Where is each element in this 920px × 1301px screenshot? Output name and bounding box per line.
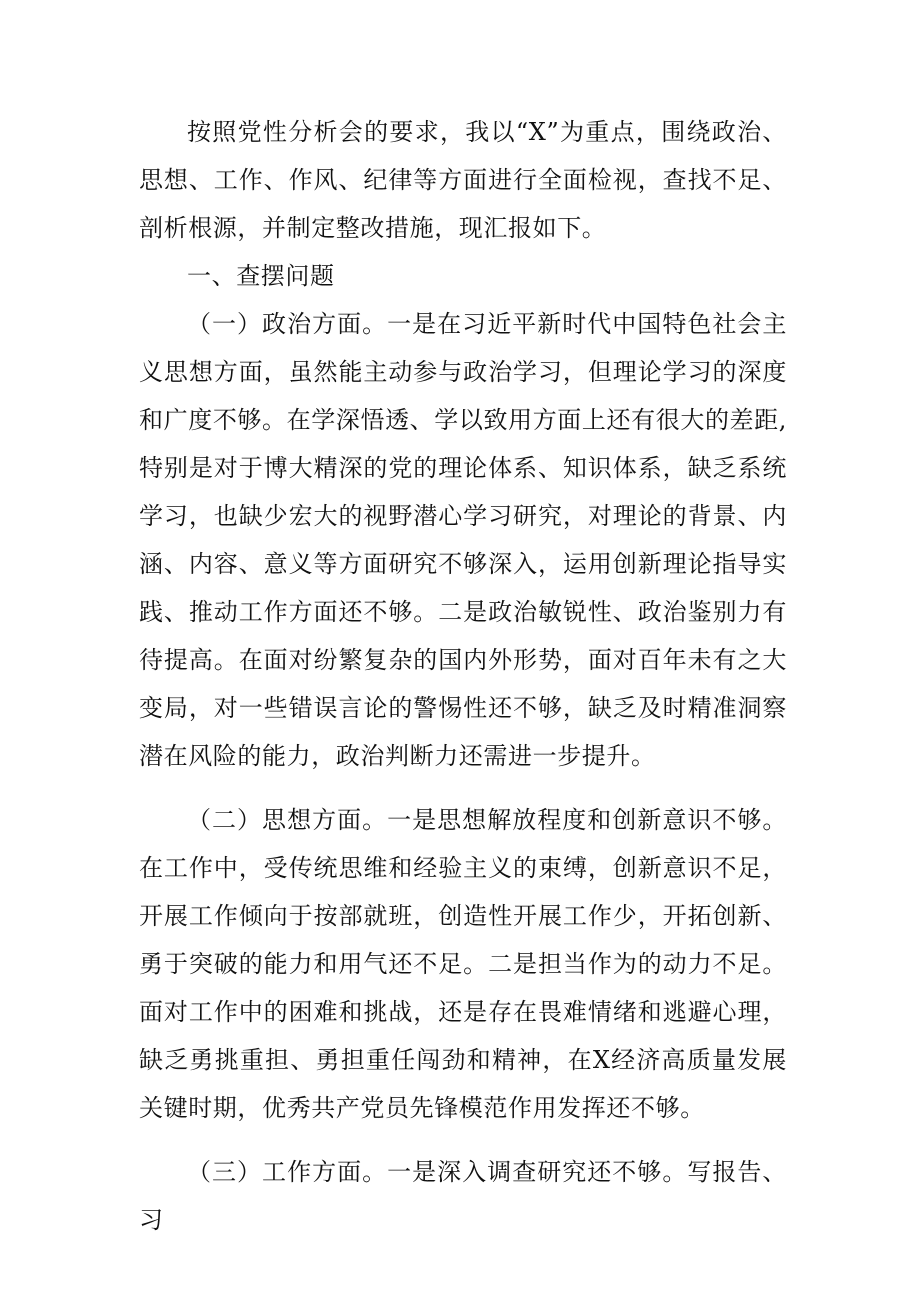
work-paragraph: （三）工作方面。一是深入调查研究还不够。写报告、习 (139, 1158, 787, 1234)
political-paragraph: （一）政治方面。一是在习近平新时代中国特色社会主义思想方面，虽然能主动参与政治学习，但理论学习的深度和广度不够。在学深悟透、学以致用方面上还有很大的差距,特别是对于博大精深的党的理论体系、知识体系，缺乏系统学习，也缺少宏大的视野潜心学习研究，对理论的背景、内涵、内容、意义等方面研究不够深入，运用创新理论指导实践、推动工作方面还不够。二是政治敏锐性、政治鉴别力有待提高。在面对纷繁复杂的国内外形势，面对百年未有之大变局，对一些错误言论的警惕性还不够，缺乏及时精准洞察潜在风险的能力，政治判断力还需进一步提升。 (139, 310, 787, 770)
section-heading: 一、查摆问题 (187, 262, 335, 290)
document-body (139, 108, 787, 1244)
ideological-paragraph: （二）思想方面。一是思想解放程度和创新意识不够。在工作中，受传统思维和经验主义的束缚，创新意识不足，开展工作倾向于按部就班，创造性开展工作少，开拓创新、勇于突破的能力和用气还不足。二是担当作为的动力不足。面对工作中的困难和挑战，还是存在畏难情绪和逃避心理，缺乏勇挑重担、勇担重任闯劲和精神，在X经济高质量发展关键时期，优秀共产党员先锋模范作用发挥还不够。 (139, 806, 787, 1122)
intro-paragraph: 按照党性分析会的要求，我以“X”为重点，围绕政治、思想、工作、作风、纪律等方面进行全面检视，查找不足、剖析根源，并制定整改措施，现汇报如下。 (139, 118, 787, 242)
